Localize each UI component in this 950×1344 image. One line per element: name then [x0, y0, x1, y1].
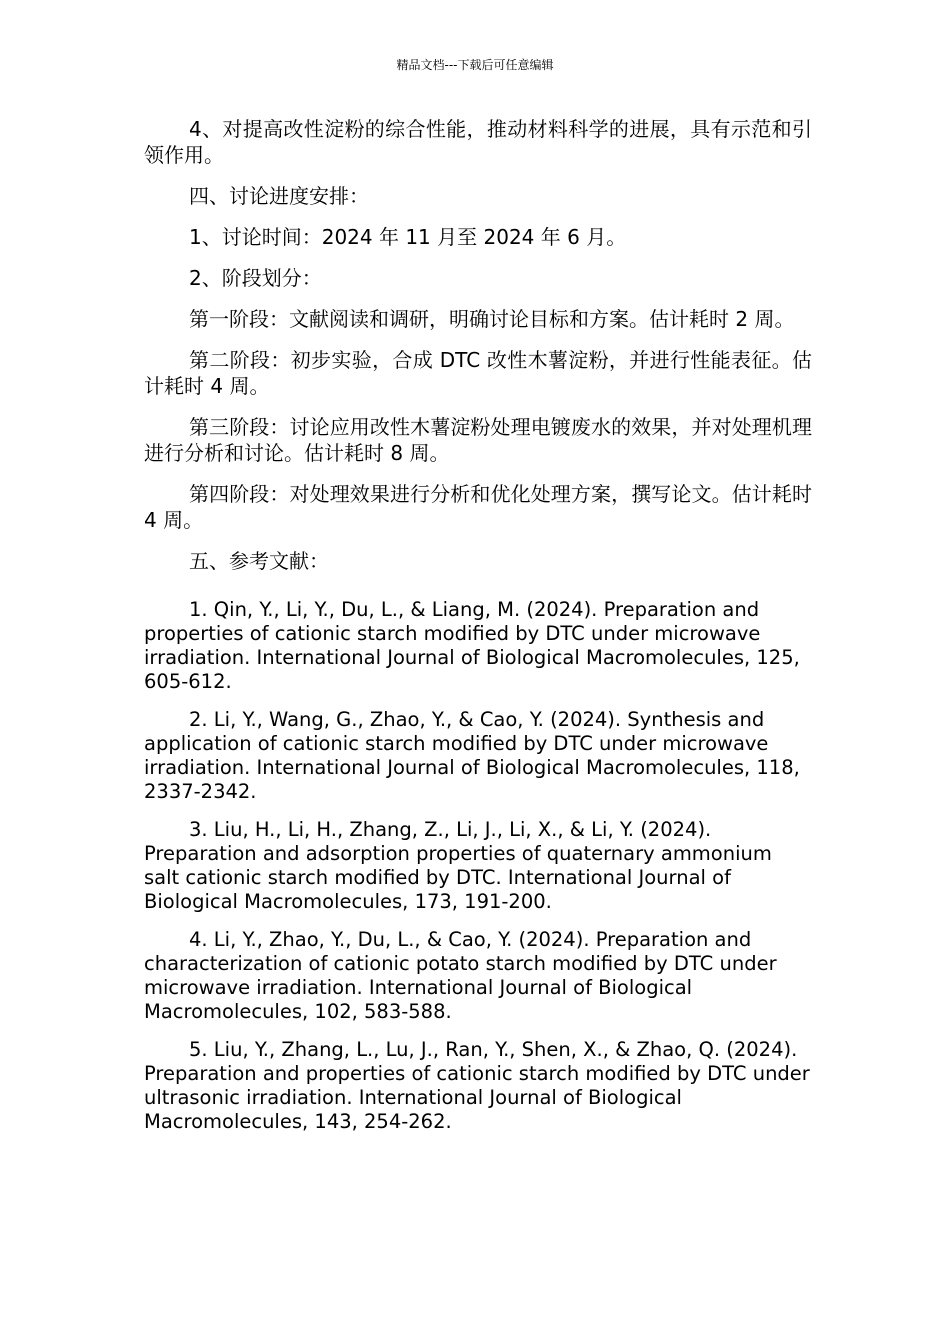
section-heading-references: 五、参考文献：: [189, 549, 329, 573]
reference-item-4: 4. Li, Y., Zhao, Y., Du, L., & Cao, Y. (2024). Preparation and characterization of cationic potato starch modified by DTC under microwave irradiation. International Journal of Biological Macromolecules, 102, 583-588.: [144, 928, 777, 1023]
paragraph-stage-4: 第四阶段：对处理效果进行分析和优化处理方案，撰写论文。估计耗时 4 周。: [144, 482, 812, 532]
page-header: 精品文档---下载后可任意编辑: [396, 58, 554, 72]
paragraph-significance-4: 4、对提高改性淀粉的综合性能，推动材料科学的进展，具有示范和引领作用。: [144, 117, 812, 167]
reference-item-3: 3. Liu, H., Li, H., Zhang, Z., Li, J., Li, X., & Li, Y. (2024). Preparation and adsorption properties of quaternary ammonium salt cationic starch modified by DTC. International Journal of Biological Macromolecules, 173, 191-200.: [144, 818, 772, 913]
paragraph-stage-3: 第三阶段：讨论应用改性木薯淀粉处理电镀废水的效果，并对处理机理进行分析和讨论。估计耗时 8 周。: [144, 415, 812, 465]
paragraph-stage-1: 第一阶段：文献阅读和调研，明确讨论目标和方案。估计耗时 2 周。: [189, 307, 795, 331]
paragraph-research-time: 1、讨论时间：2024 年 11 月至 2024 年 6 月。: [189, 225, 627, 249]
paragraph-stage-2: 第二阶段：初步实验，合成 DTC 改性木薯淀粉，并进行性能表征。估计耗时 4 周。: [144, 348, 812, 398]
reference-item-1: 1. Qin, Y., Li, Y., Du, L., & Liang, M. (2024). Preparation and properties of cationic starch modified by DTC under microwave irradiation. International Journal of Biological Macromolecules, 125, 605-612.: [144, 598, 800, 693]
document-body: [144, 116, 812, 1148]
paragraph-stage-division: 2、阶段划分：: [189, 266, 322, 290]
section-heading-schedule: 四、讨论进度安排：: [189, 184, 369, 208]
reference-item-5: 5. Liu, Y., Zhang, L., Lu, J., Ran, Y., Shen, X., & Zhao, Q. (2024). Preparation and properties of cationic starch modified by DTC under ultrasonic irradiation. International Journal of Biological Macromolecules, 143, 254-262.: [144, 1038, 810, 1133]
reference-item-2: 2. Li, Y., Wang, G., Zhao, Y., & Cao, Y. (2024). Synthesis and application of cationic starch modified by DTC under microwave irradiation. International Journal of Biological Macromolecules, 118, 2337-2342.: [144, 708, 800, 803]
